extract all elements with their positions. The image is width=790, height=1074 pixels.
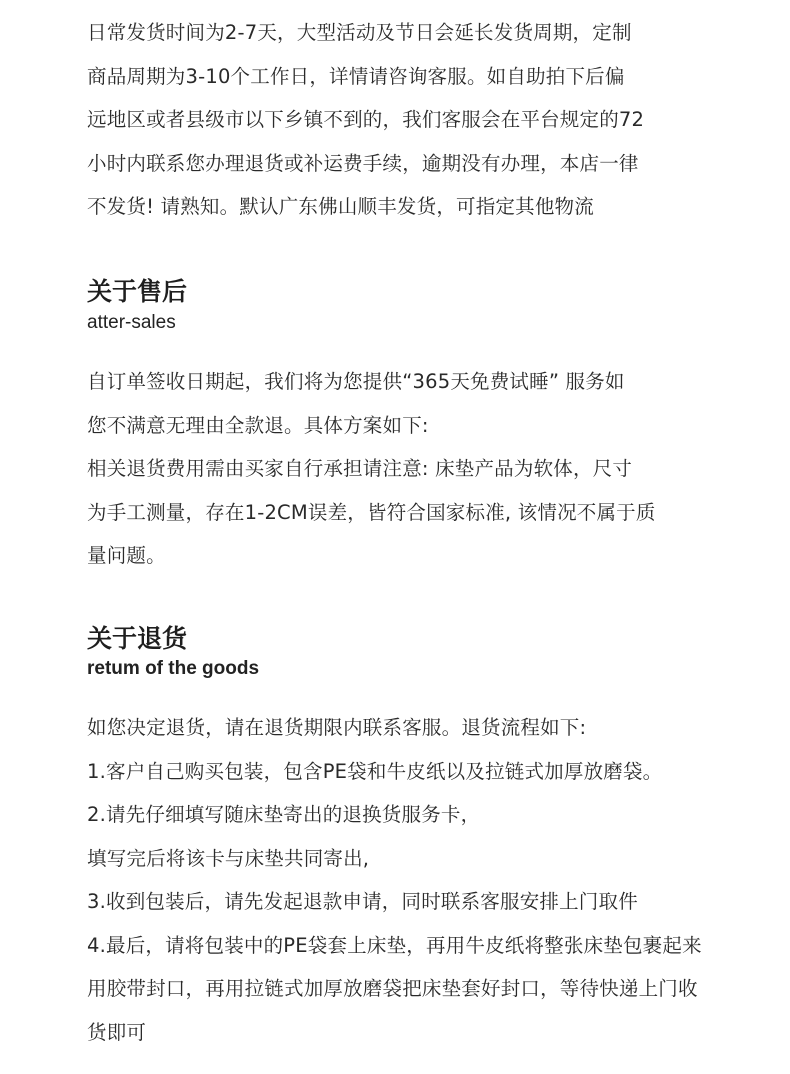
returns-line: 用胶带封口，再用拉链式加厚放磨袋把床垫套好封口，等待快递上门收 [87, 977, 698, 1000]
shipping-line: 日常发货时间为2-7天，大型活动及节日会延长发货周期，定制 [87, 21, 632, 44]
shipping-paragraph [87, 11, 767, 229]
after-sales-line: 量问题。 [87, 544, 166, 567]
shipping-line: 商品周期为3-10个工作日，详情请咨询客服。如自助拍下后偏 [87, 64, 625, 88]
after-sales-line: 自订单签收日期起，我们将为您提供“365天免费试睡” 服务如 [87, 370, 625, 393]
shipping-line: 小时内联系您办理退货或补运费手续，逾期没有办理，本店一律 [87, 151, 639, 175]
after-sales-line: 相关退货费用需由买家自行承担请注意: 床垫产品为软体，尺寸 [87, 457, 633, 480]
returns-line: 1.客户自己购买包装，包含PE袋和牛皮纸以及拉链式加厚放磨袋。 [87, 759, 663, 783]
shipping-line: 远地区或者县级市以下乡镇不到的，我们客服会在平台规定的72 [87, 108, 645, 131]
returns-subtitle: retum of the goods [87, 658, 260, 679]
shipping-line: 不发货! 请熟知。默认广东佛山顺丰发货，可指定其他物流 [87, 195, 594, 218]
returns-line: 货即可 [87, 1020, 147, 1044]
returns-title: 关于退货 [87, 624, 188, 653]
after-sales-paragraph [87, 360, 767, 578]
after-sales-subtitle: atter-sales [87, 312, 176, 333]
returns-line: 4.最后，请将包装中的PE袋套上床垫，再用牛皮纸将整张床垫包裹起来 [87, 933, 702, 957]
after-sales-line: 为手工测量，存在1-2CM误差，皆符合国家标准, 该情况不属于质 [87, 500, 656, 524]
after-sales-line: 您不满意无理由全款退。具体方案如下: [87, 413, 429, 437]
returns-line: 3.收到包装后，请先发起退款申请，同时联系客服安排上门取件 [87, 890, 638, 913]
returns-line: 填写完后将该卡与床垫共同寄出, [87, 846, 370, 870]
after-sales-title: 关于售后 [87, 277, 188, 306]
returns-line: 2.请先仔细填写随床垫寄出的退换货服务卡， [87, 803, 481, 826]
returns-paragraph [87, 706, 767, 1054]
returns-line: 如您决定退货，请在退货期限内联系客服。退货流程如下: [87, 716, 587, 739]
